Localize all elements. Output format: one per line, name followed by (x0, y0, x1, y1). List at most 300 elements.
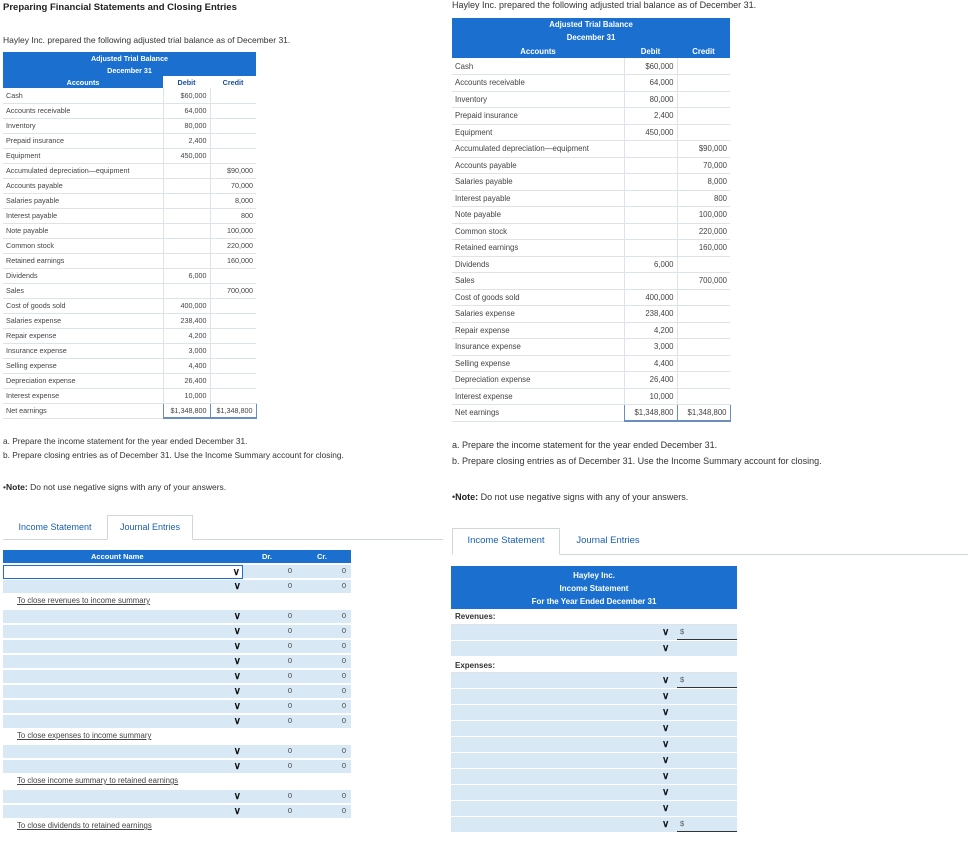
tb-debit (624, 240, 677, 257)
tb-title: Adjusted Trial Balance (3, 52, 256, 65)
tb-credit (677, 322, 730, 339)
tb-title: Adjusted Trial Balance (452, 18, 730, 31)
tb-total-label: Net earnings (452, 405, 624, 422)
tb-account: Accounts receivable (452, 75, 624, 92)
tb-account: Inventory (3, 118, 163, 133)
account-select[interactable] (3, 670, 243, 684)
journal-row (3, 625, 351, 639)
credit-input[interactable]: 0 (299, 566, 349, 578)
debit-input[interactable]: 0 (245, 791, 295, 803)
account-select[interactable] (451, 801, 673, 816)
credit-input[interactable]: 0 (299, 626, 349, 638)
tb-debit: 80,000 (163, 118, 210, 133)
tb-debit: 4,400 (624, 355, 677, 372)
tb-col-debit: Debit (624, 44, 677, 58)
account-select[interactable] (451, 737, 673, 752)
journal-row (3, 655, 351, 669)
tb-account: Note payable (452, 207, 624, 224)
account-select[interactable] (3, 655, 243, 669)
tb-account: Cash (452, 58, 624, 75)
account-select[interactable] (3, 700, 243, 714)
tb-debit (624, 207, 677, 224)
journal-row (3, 745, 351, 759)
tb-account: Salaries expense (3, 313, 163, 328)
is-row (451, 753, 737, 769)
debit-input[interactable]: 0 (245, 611, 295, 623)
instruction-b-right: b. Prepare closing entries as of December 31. Use the Income Summary account for closing. (452, 456, 822, 466)
tb-account: Insurance expense (3, 343, 163, 358)
debit-input[interactable]: 0 (245, 626, 295, 638)
tb-row (452, 306, 730, 323)
tb-credit: 8,000 (210, 193, 256, 208)
tb-credit (210, 103, 256, 118)
tb-credit (677, 388, 730, 405)
credit-input[interactable]: 0 (299, 701, 349, 713)
tb-debit (624, 141, 677, 158)
tb-row (3, 358, 256, 373)
debit-input[interactable]: 0 (245, 806, 295, 818)
note-text: Do not use negative signs with any of your answers. (27, 482, 227, 492)
tb-credit (210, 328, 256, 343)
dollar-sign: $ (680, 627, 685, 636)
tb-row (3, 373, 256, 388)
tab-journal-entries[interactable]: Journal Entries (107, 515, 193, 540)
tb-credit: 100,000 (677, 207, 730, 224)
tb-account: Cash (3, 88, 163, 103)
chevron-down-icon: ∨ (233, 806, 241, 817)
tb-debit: 400,000 (163, 298, 210, 313)
tb-row (452, 75, 730, 92)
tb-debit: 26,400 (163, 373, 210, 388)
amount-input[interactable] (677, 817, 737, 832)
tb-debit (163, 163, 210, 178)
tb-row (452, 240, 730, 257)
tb-date: December 31 (3, 65, 256, 76)
tb-row (3, 328, 256, 343)
tb-account: Depreciation expense (452, 372, 624, 389)
tb-credit: 100,000 (210, 223, 256, 238)
chevron-down-icon: ∨ (232, 567, 240, 578)
tb-account: Insurance expense (452, 339, 624, 356)
credit-input[interactable]: 0 (299, 581, 349, 593)
tb-debit (163, 283, 210, 298)
chevron-down-icon: ∨ (662, 691, 670, 702)
tb-debit: 400,000 (624, 289, 677, 306)
journal-desc-revenues: To close revenues to income summary (17, 596, 151, 605)
instruction-a: a. Prepare the income statement for the year ended December 31. (3, 436, 248, 446)
tb-debit: 2,400 (624, 108, 677, 125)
account-select[interactable] (3, 565, 243, 579)
tb-row (3, 118, 256, 133)
tb-row (452, 289, 730, 306)
journal-row (3, 565, 351, 579)
note-label: Note: (5, 482, 28, 492)
is-revenues-label: Revenues: (451, 609, 737, 625)
note (3, 482, 226, 492)
tb-credit: 700,000 (677, 273, 730, 290)
tb-credit (677, 372, 730, 389)
debit-input[interactable]: 0 (245, 701, 295, 713)
tb-account: Common stock (3, 238, 163, 253)
is-row (451, 641, 737, 657)
tb-row (452, 141, 730, 158)
tb-credit: 8,000 (677, 174, 730, 191)
debit-input[interactable]: 0 (245, 686, 295, 698)
note-text: Do not use negative signs with any of your answers. (478, 492, 689, 502)
debit-input[interactable]: 0 (245, 671, 295, 683)
tb-account: Salaries payable (3, 193, 163, 208)
tb-account: Accumulated depreciation—equipment (3, 163, 163, 178)
chevron-down-icon: ∨ (662, 787, 670, 798)
account-select[interactable] (3, 745, 243, 759)
credit-input[interactable]: 0 (299, 716, 349, 728)
tb-credit: 220,000 (677, 223, 730, 240)
tb-account: Interest expense (3, 388, 163, 403)
tb-row (3, 178, 256, 193)
tb-row (452, 256, 730, 273)
journal-row (3, 790, 351, 804)
tab-bar-left (3, 515, 443, 540)
tb-row (452, 91, 730, 108)
tb-row (3, 88, 256, 103)
tb-credit: 160,000 (210, 253, 256, 268)
chevron-down-icon: ∨ (233, 611, 241, 622)
chevron-down-icon: ∨ (233, 716, 241, 727)
is-title: Income Statement (559, 584, 629, 593)
chevron-down-icon: ∨ (662, 675, 670, 686)
tb-debit: 64,000 (624, 75, 677, 92)
tb-credit (677, 256, 730, 273)
journal-row (3, 715, 351, 729)
tb-account: Salaries payable (452, 174, 624, 191)
tb-credit: 160,000 (677, 240, 730, 257)
tab-income-statement[interactable]: Income Statement (18, 522, 92, 532)
note-bullet: • (452, 492, 456, 502)
credit-input[interactable]: 0 (299, 746, 349, 758)
tb-debit: 4,400 (163, 358, 210, 373)
debit-input[interactable]: 0 (245, 581, 295, 593)
account-select[interactable] (451, 641, 673, 656)
is-row (451, 801, 737, 817)
credit-input[interactable]: 0 (299, 761, 349, 773)
account-select[interactable] (3, 790, 243, 804)
tb-debit (624, 174, 677, 191)
tb-total-credit: $1,348,800 (210, 403, 256, 418)
tb-credit (210, 148, 256, 163)
intro-text-right: Hayley Inc. prepared the following adjusted trial balance as of December 31. (452, 0, 757, 10)
tb-total-debit: $1,348,800 (163, 403, 210, 418)
tb-account: Salaries expense (452, 306, 624, 323)
journal-row (3, 610, 351, 624)
tb-row (3, 208, 256, 223)
tb-debit (624, 273, 677, 290)
tb-debit: 26,400 (624, 372, 677, 389)
tb-debit (163, 193, 210, 208)
account-select[interactable] (3, 685, 243, 699)
tb-col-accounts: Accounts (3, 76, 163, 88)
tb-credit (677, 124, 730, 141)
debit-input[interactable]: 0 (245, 746, 295, 758)
debit-input[interactable]: 0 (245, 716, 295, 728)
tb-row (452, 190, 730, 207)
account-select[interactable] (3, 625, 243, 639)
tb-account: Interest expense (452, 388, 624, 405)
instruction-b: b. Prepare closing entries as of December 31. Use the Income Summary account for closing. (3, 450, 344, 460)
account-select[interactable] (451, 625, 673, 640)
tb-row (3, 298, 256, 313)
chevron-down-icon: ∨ (233, 761, 241, 772)
tab-bar-right (452, 528, 968, 555)
dollar-sign: $ (680, 675, 685, 684)
note-bullet: • (3, 482, 6, 492)
tb-account: Accounts payable (452, 157, 624, 174)
tb-credit (210, 133, 256, 148)
tb-account: Interest payable (3, 208, 163, 223)
tb-row (452, 355, 730, 372)
account-select[interactable] (451, 673, 673, 688)
is-row (451, 817, 737, 833)
tb-credit: 70,000 (677, 157, 730, 174)
tb-credit (677, 58, 730, 75)
chevron-down-icon: ∨ (233, 641, 241, 652)
tb-total-label: Net earnings (3, 403, 163, 418)
tb-account: Prepaid insurance (452, 108, 624, 125)
tb-credit: $90,000 (210, 163, 256, 178)
debit-input[interactable]: 0 (245, 566, 295, 578)
tb-row (452, 273, 730, 290)
note-right (452, 492, 688, 502)
tb-credit (677, 91, 730, 108)
tb-account: Accounts receivable (3, 103, 163, 118)
journal-col-account: Account Name (91, 552, 144, 561)
tb-row (3, 223, 256, 238)
income-statement-header (451, 566, 737, 609)
tb-account: Accounts payable (3, 178, 163, 193)
tb-credit (210, 268, 256, 283)
account-select[interactable] (451, 721, 673, 736)
note-label: Note: (455, 492, 479, 502)
account-select[interactable] (3, 580, 243, 594)
tb-credit (677, 289, 730, 306)
tb-account: Accumulated depreciation—equipment (452, 141, 624, 158)
account-select[interactable] (3, 715, 243, 729)
tb-account: Depreciation expense (3, 373, 163, 388)
tb-debit: 238,400 (624, 306, 677, 323)
debit-input[interactable]: 0 (245, 641, 295, 653)
debit-input[interactable]: 0 (245, 761, 295, 773)
chevron-down-icon: ∨ (233, 686, 241, 697)
tb-debit: 3,000 (624, 339, 677, 356)
chevron-down-icon: ∨ (233, 671, 241, 682)
tb-total-row (452, 405, 730, 422)
tb-debit: 6,000 (624, 256, 677, 273)
tb-credit: 700,000 (210, 283, 256, 298)
account-select[interactable] (3, 760, 243, 774)
tb-account: Retained earnings (452, 240, 624, 257)
debit-input[interactable]: 0 (245, 656, 295, 668)
chevron-down-icon: ∨ (233, 746, 241, 757)
tb-credit: 220,000 (210, 238, 256, 253)
tb-account: Note payable (3, 223, 163, 238)
tb-account: Selling expense (3, 358, 163, 373)
is-expenses-label: Expenses: (451, 658, 737, 673)
tb-account: Dividends (452, 256, 624, 273)
account-select[interactable] (451, 817, 673, 832)
chevron-down-icon: ∨ (662, 739, 670, 750)
tb-debit: 64,000 (163, 103, 210, 118)
journal-row (3, 685, 351, 699)
chevron-down-icon: ∨ (662, 707, 670, 718)
tb-debit: 4,200 (163, 328, 210, 343)
account-select[interactable] (451, 785, 673, 800)
credit-input[interactable]: 0 (299, 806, 349, 818)
tb-account: Equipment (3, 148, 163, 163)
credit-input[interactable]: 0 (299, 791, 349, 803)
tb-account: Sales (452, 273, 624, 290)
tb-account: Prepaid insurance (3, 133, 163, 148)
tb-credit (210, 373, 256, 388)
tb-row (452, 388, 730, 405)
tb-debit (163, 208, 210, 223)
is-company: Hayley Inc. (573, 571, 615, 580)
tb-credit (210, 358, 256, 373)
tb-credit (210, 88, 256, 103)
is-row (451, 785, 737, 801)
chevron-down-icon: ∨ (662, 755, 670, 766)
tb-col-accounts: Accounts (452, 44, 624, 58)
tb-row (3, 103, 256, 118)
tb-credit (210, 298, 256, 313)
tb-row (3, 133, 256, 148)
chevron-down-icon: ∨ (233, 791, 241, 802)
journal-row (3, 805, 351, 819)
tb-debit (163, 178, 210, 193)
tb-account: Sales (3, 283, 163, 298)
tb-total-row (3, 403, 256, 418)
tb-debit (163, 253, 210, 268)
dollar-sign: $ (680, 819, 685, 828)
chevron-down-icon: ∨ (233, 581, 241, 592)
tb-debit (624, 157, 677, 174)
credit-input[interactable]: 0 (299, 641, 349, 653)
tb-row (452, 58, 730, 75)
credit-input[interactable]: 0 (299, 656, 349, 668)
tb-row (452, 339, 730, 356)
tb-total-debit: $1,348,800 (624, 405, 677, 422)
chevron-down-icon: ∨ (662, 803, 670, 814)
tb-account: Cost of goods sold (452, 289, 624, 306)
tb-debit (163, 223, 210, 238)
tb-debit: 10,000 (163, 388, 210, 403)
tb-row (452, 174, 730, 191)
account-select[interactable] (451, 753, 673, 768)
tb-debit: 3,000 (163, 343, 210, 358)
tb-debit: 10,000 (624, 388, 677, 405)
journal-row (3, 700, 351, 714)
tb-credit: 800 (677, 190, 730, 207)
journal-col-cr: Cr. (317, 552, 328, 561)
tb-date: December 31 (452, 31, 730, 44)
tb-row (452, 124, 730, 141)
tb-credit (677, 355, 730, 372)
tb-row (452, 223, 730, 240)
tb-account: Common stock (452, 223, 624, 240)
tb-account: Retained earnings (3, 253, 163, 268)
tb-row (3, 238, 256, 253)
chevron-down-icon: ∨ (233, 626, 241, 637)
account-select[interactable] (451, 705, 673, 720)
tab-journal-entries[interactable]: Journal Entries (576, 535, 640, 546)
is-row (451, 689, 737, 705)
amount-input[interactable] (677, 625, 737, 640)
journal-desc-expenses: To close expenses to income summary (17, 731, 152, 740)
is-period: For the Year Ended December 31 (531, 597, 657, 606)
tb-account: Interest payable (452, 190, 624, 207)
tb-debit: 2,400 (163, 133, 210, 148)
tb-debit: $60,000 (624, 58, 677, 75)
tb-debit: 4,200 (624, 322, 677, 339)
journal-row (3, 670, 351, 684)
is-row (451, 769, 737, 785)
tb-account: Equipment (452, 124, 624, 141)
tb-total-credit: $1,348,800 (677, 405, 730, 422)
tb-credit (210, 343, 256, 358)
tb-account: Repair expense (3, 328, 163, 343)
tb-row (3, 253, 256, 268)
journal-header (3, 550, 351, 563)
chevron-down-icon: ∨ (233, 656, 241, 667)
journal-desc-dividends: To close dividends to retained earnings (17, 821, 152, 830)
tb-account: Dividends (3, 268, 163, 283)
tb-debit (624, 223, 677, 240)
tb-row (452, 207, 730, 224)
amount-input[interactable] (677, 673, 737, 688)
adjusted-trial-balance-right (452, 18, 731, 422)
tb-debit: 450,000 (163, 148, 210, 163)
tb-account: Inventory (452, 91, 624, 108)
tb-account: Cost of goods sold (3, 298, 163, 313)
tb-debit: 80,000 (624, 91, 677, 108)
account-select[interactable] (451, 689, 673, 704)
tab-income-statement[interactable]: Income Statement (452, 528, 560, 555)
tb-row (452, 108, 730, 125)
tb-row (3, 388, 256, 403)
tb-row (3, 268, 256, 283)
tb-credit (210, 388, 256, 403)
account-select[interactable] (3, 610, 243, 624)
account-select[interactable] (3, 640, 243, 654)
tb-account: Selling expense (452, 355, 624, 372)
is-row (451, 705, 737, 721)
tb-account: Repair expense (452, 322, 624, 339)
journal-row (3, 760, 351, 774)
credit-input[interactable]: 0 (299, 686, 349, 698)
tb-debit (624, 190, 677, 207)
tb-row (452, 322, 730, 339)
account-select[interactable] (3, 805, 243, 819)
tb-row (452, 157, 730, 174)
is-row (451, 721, 737, 737)
tb-credit (210, 118, 256, 133)
chevron-down-icon: ∨ (233, 701, 241, 712)
tb-row (3, 343, 256, 358)
chevron-down-icon: ∨ (662, 771, 670, 782)
intro-text: Hayley Inc. prepared the following adjusted trial balance as of December 31. (3, 35, 291, 45)
credit-input[interactable]: 0 (299, 671, 349, 683)
account-select[interactable] (451, 769, 673, 784)
tb-credit (677, 75, 730, 92)
credit-input[interactable]: 0 (299, 611, 349, 623)
